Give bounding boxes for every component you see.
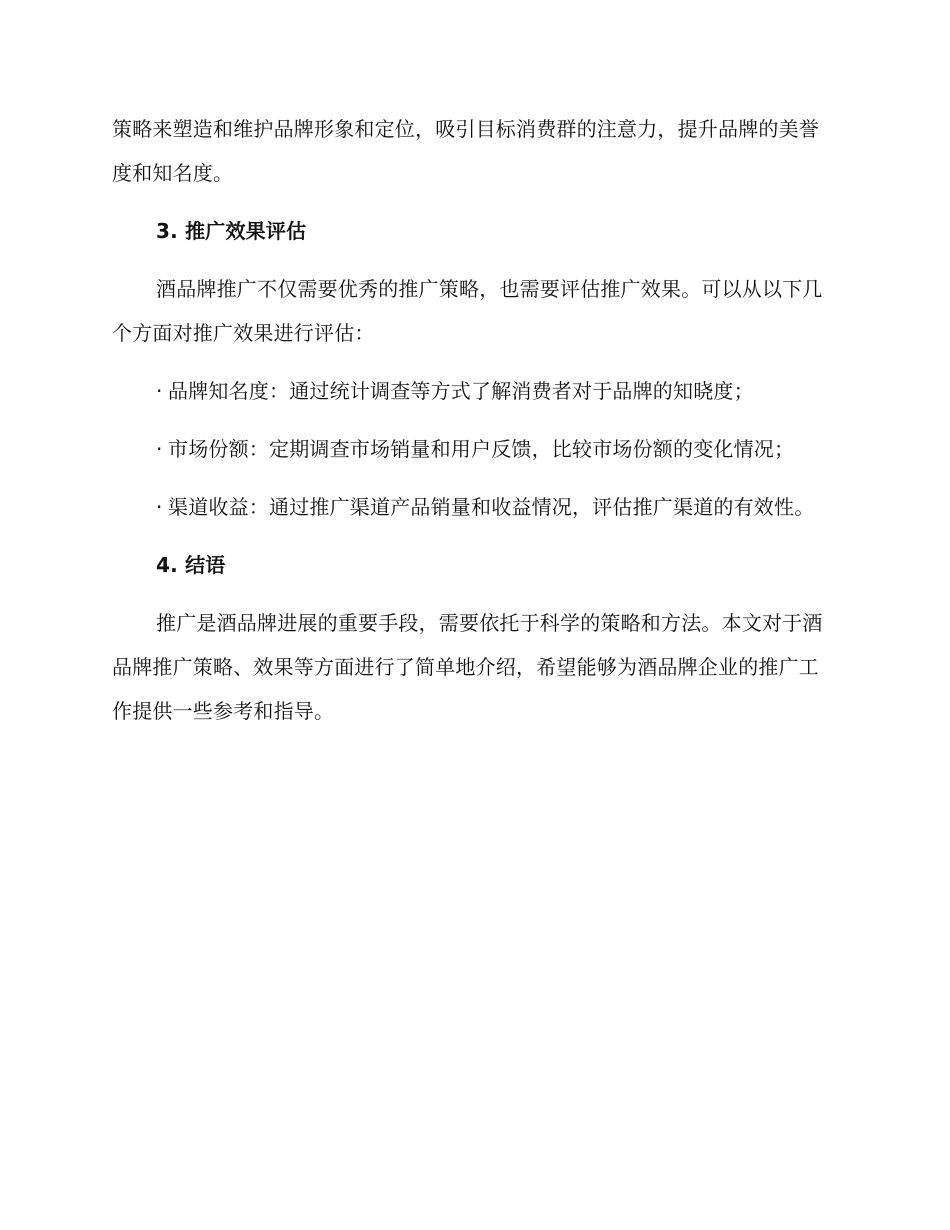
section-3-paragraph: 酒品牌推广不仅需要优秀的推广策略，也需要评估推广效果。可以从以下几个方面对推广效果进行评估： xyxy=(112,277,823,345)
bullet-dot-icon: · xyxy=(156,379,163,403)
bullet-text: 品牌知名度：通过统计调查等方式了解消费者对于品牌的知晓度； xyxy=(168,379,754,403)
bullet-dot-icon: · xyxy=(156,495,163,519)
bullet-item-brand-awareness xyxy=(112,369,832,413)
bullet-text: 市场份额：定期调查市场销量和用户反馈，比较市场份额的变化情况； xyxy=(168,437,795,461)
section-4-heading: 4. 结语 xyxy=(156,553,226,577)
bullet-text: 渠道收益：通过推广渠道产品销量和收益情况，评估推广渠道的有效性。 xyxy=(168,495,815,519)
bullet-item-market-share xyxy=(112,427,832,471)
intro-continuation-paragraph: 策略来塑造和维护品牌形象和定位，吸引目标消费群的注意力，提升品牌的美誉度和知名度。 xyxy=(112,117,819,185)
bullet-item-channel-revenue xyxy=(112,485,832,529)
bullet-dot-icon: · xyxy=(156,437,163,461)
section-4-paragraph: 推广是酒品牌进展的重要手段，需要依托于科学的策略和方法。本文对于酒品牌推广策略、效果等方面进行了简单地介绍，希望能够为酒品牌企业的推广工作提供一些参考和指导。 xyxy=(112,611,823,723)
document-body xyxy=(112,107,832,747)
section-3-heading: 3. 推广效果评估 xyxy=(156,219,307,243)
